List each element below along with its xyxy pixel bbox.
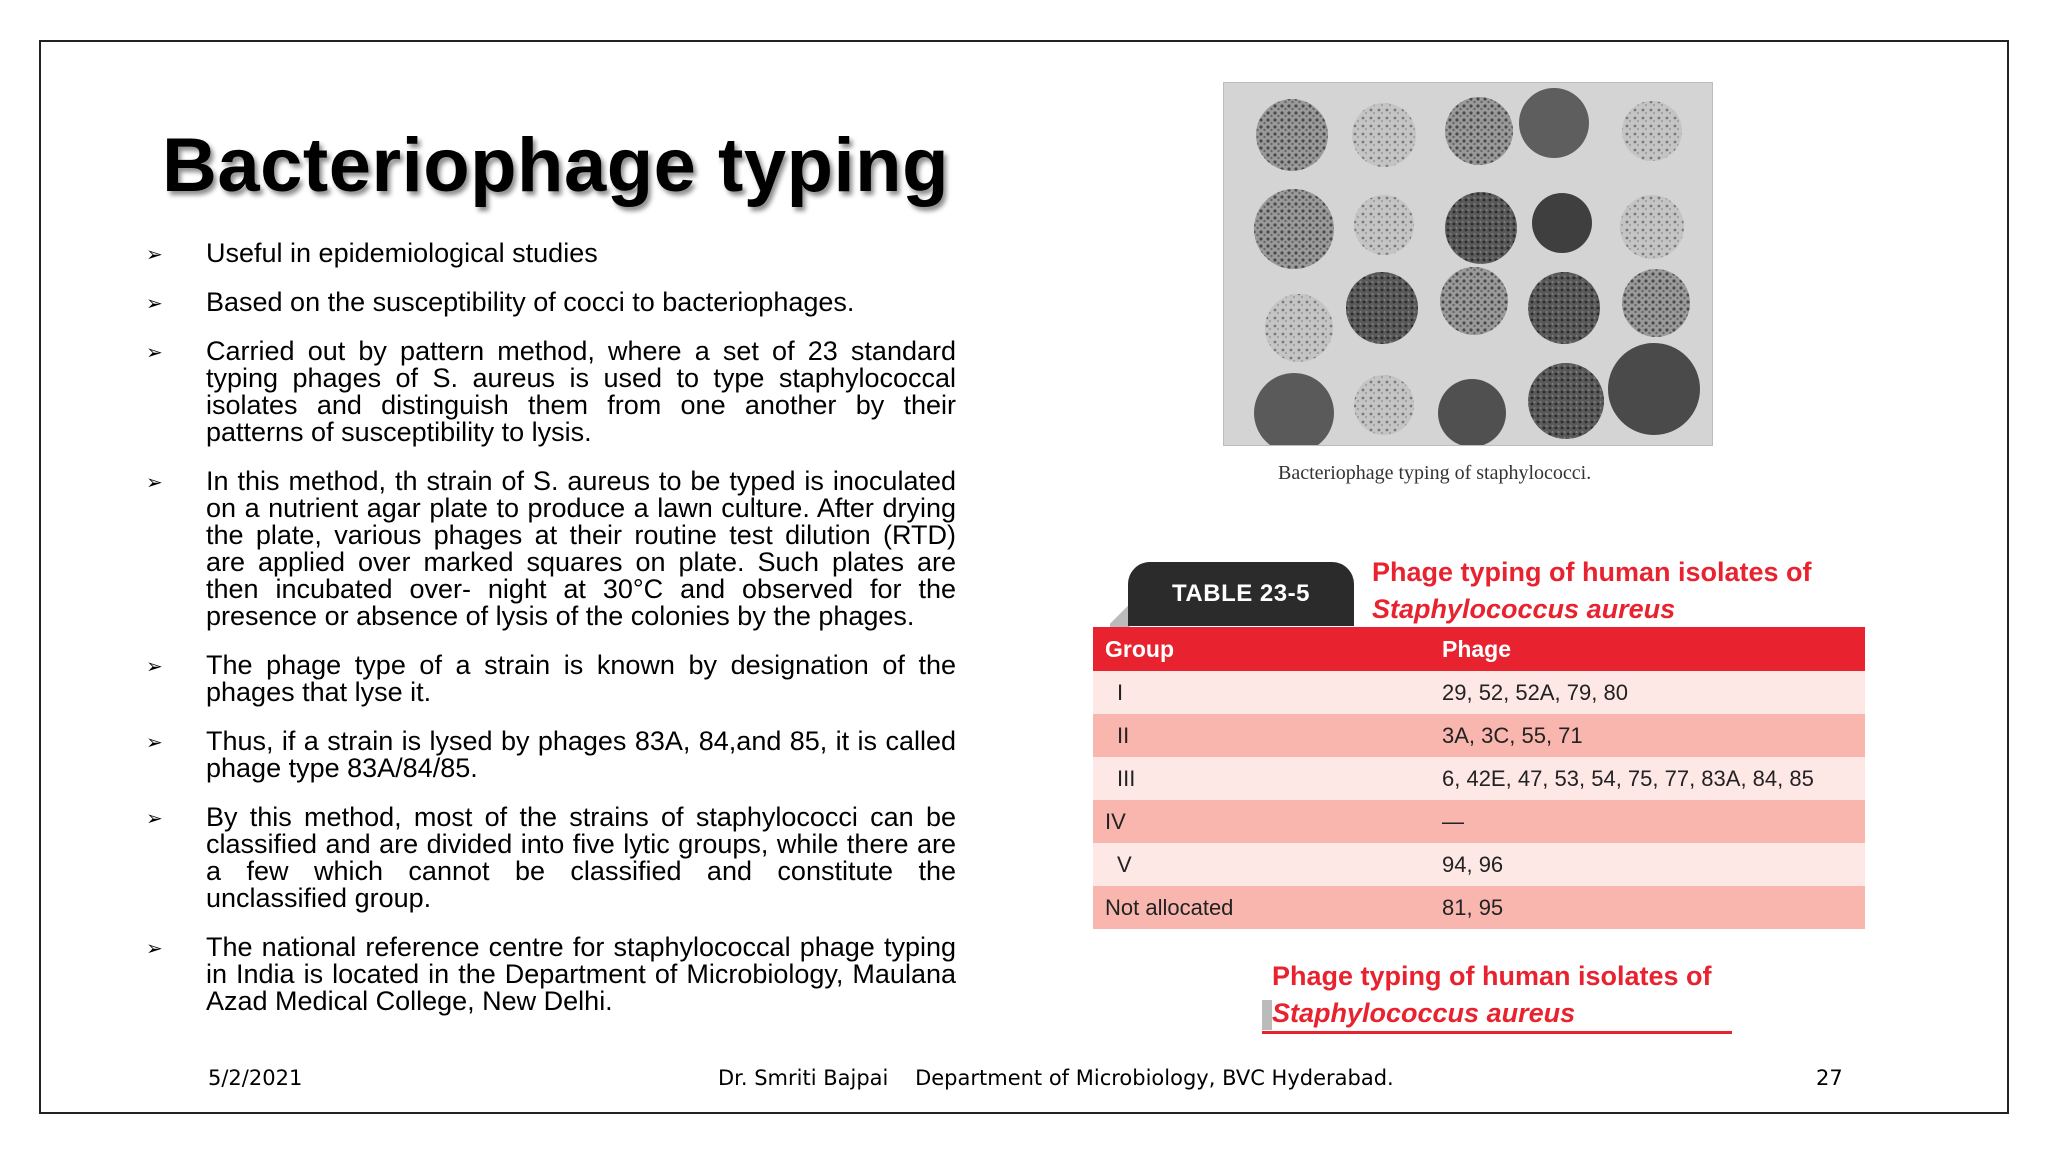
plaque-spot [1256, 99, 1328, 171]
plaque-spot [1519, 88, 1589, 158]
phage-cell: 94, 96 [1442, 851, 1504, 877]
phage-cell: 6, 42E, 47, 53, 54, 75, 77, 83A, 84, 85 [1442, 765, 1814, 791]
arrow-bullet-icon: ➢ [146, 342, 163, 364]
table-row [1093, 886, 1865, 929]
arrow-bullet-icon: ➢ [146, 472, 163, 494]
arrow-bullet-icon: ➢ [146, 808, 163, 830]
table-title [1372, 554, 1812, 628]
agar-plate-illustration [1224, 83, 1712, 445]
table-row [1093, 757, 1865, 800]
bullet-item [146, 338, 956, 446]
plaque-spot [1440, 267, 1508, 335]
column-header-phage: Phage [1442, 635, 1512, 662]
footer-credit [718, 1066, 1394, 1090]
figure-caption: Bacteriophage typing of staphylococci. [1278, 462, 1592, 484]
footer-author: Dr. Smriti Bajpai [718, 1066, 889, 1090]
heading-underline [1262, 1031, 1732, 1034]
footer-date: 5/2/2021 [208, 1066, 303, 1090]
bullet-text: Carried out by pattern method, where a set of 23 standard typing phages of S. aureus is used to type staphylococcal isolates and distinguish them from one another by their patterns of susceptibility to lysis. [206, 336, 956, 447]
plaque-spot [1622, 269, 1690, 337]
bullet-text: In this method, th strain of S. aureus to be typed is inoculated on a nutrient agar plate to produce a lawn culture. After drying the plate, various phages at their routine test dilution (RTD) are applied over marked squares on plate. Such plates are then incubated over- night at 30°C and observed for the presence or absence of lysis of the colonies by the phages. [206, 466, 956, 631]
phage-group-table [1093, 627, 1865, 929]
bottom-heading [1272, 958, 1712, 1032]
plaque-spot [1532, 193, 1592, 253]
arrow-bullet-icon: ➢ [146, 938, 163, 960]
arrow-bullet-icon: ➢ [146, 244, 163, 266]
bullet-item [146, 728, 956, 782]
phage-cell: — [1442, 808, 1464, 834]
group-cell: V [1117, 851, 1132, 877]
plaque-spot [1528, 363, 1604, 439]
table-title-line1: Phage typing of human isolates of [1372, 557, 1812, 587]
plaque-spot [1354, 195, 1414, 255]
plaque-spot [1346, 272, 1418, 344]
bullet-text: Based on the susceptibility of cocci to bacteriophages. [206, 287, 855, 317]
plaque-spot [1352, 103, 1416, 167]
plaque-spot [1528, 272, 1600, 344]
table-tab-label: TABLE 23-5 [1128, 562, 1354, 626]
phage-cell: 3A, 3C, 55, 71 [1442, 722, 1583, 748]
bullet-list [146, 240, 956, 1037]
footer-department: Department of Microbiology, BVC Hyderabad. [915, 1066, 1394, 1090]
group-cell: III [1117, 765, 1136, 791]
plaque-spot [1620, 195, 1684, 259]
tab-fold-decoration [1110, 600, 1130, 628]
bullet-item [146, 240, 956, 267]
plaque-spot [1438, 379, 1506, 445]
bottom-heading-line2: Staphylococcus aureus [1272, 998, 1576, 1028]
bullet-text: The national reference centre for staphylococcal phage typing in India is located in the Department of Microbiology, Maulana Azad Medical College, New Delhi. [206, 932, 956, 1016]
slide-title: Bacteriophage typing [162, 123, 949, 208]
arrow-bullet-icon: ➢ [146, 293, 163, 315]
group-cell: Not allocated [1105, 894, 1234, 920]
bullet-item [146, 468, 956, 630]
bottom-heading-line1: Phage typing of human isolates of [1272, 961, 1712, 991]
page-number: 27 [1816, 1066, 1843, 1090]
plaque-spot [1254, 189, 1334, 269]
plaque-spot [1445, 192, 1517, 264]
group-cell: I [1117, 679, 1124, 705]
phage-cell: 81, 95 [1442, 894, 1504, 920]
bullet-text: By this method, most of the strains of staphylococci can be classified and are divided into five lytic groups, while there are a few which cannot be classified and constitute the unclassified group. [206, 802, 956, 913]
bullet-text: Useful in epidemiological studies [206, 238, 598, 268]
phage-plate-image [1223, 82, 1713, 446]
table-row [1093, 714, 1865, 757]
arrow-bullet-icon: ➢ [146, 732, 163, 754]
plaque-spot [1445, 97, 1513, 165]
table-row [1093, 843, 1865, 886]
group-cell: IV [1105, 808, 1126, 834]
table-header-row [1093, 627, 1865, 671]
phage-cell: 29, 52, 52A, 79, 80 [1442, 679, 1628, 705]
plaque-spot [1265, 294, 1333, 362]
table-row [1093, 800, 1865, 843]
column-header-group: Group [1105, 635, 1174, 662]
group-cell: II [1117, 722, 1130, 748]
bullet-text: The phage type of a strain is known by designation of the phages that lyse it. [206, 650, 956, 707]
plaque-spot [1608, 343, 1700, 435]
arrow-bullet-icon: ➢ [146, 656, 163, 678]
table-title-line2: Staphylococcus aureus [1372, 594, 1676, 624]
bullet-text: Thus, if a strain is lysed by phages 83A, 84,and 85, it is called phage type 83A/84/85. [206, 726, 956, 783]
heading-tab-decoration [1262, 1000, 1272, 1030]
bullet-item [146, 652, 956, 706]
plaque-spot [1354, 375, 1414, 435]
bullet-item [146, 289, 956, 316]
bullet-item [146, 934, 956, 1015]
plaque-spot [1622, 101, 1682, 161]
bullet-item [146, 804, 956, 912]
table-row [1093, 671, 1865, 714]
